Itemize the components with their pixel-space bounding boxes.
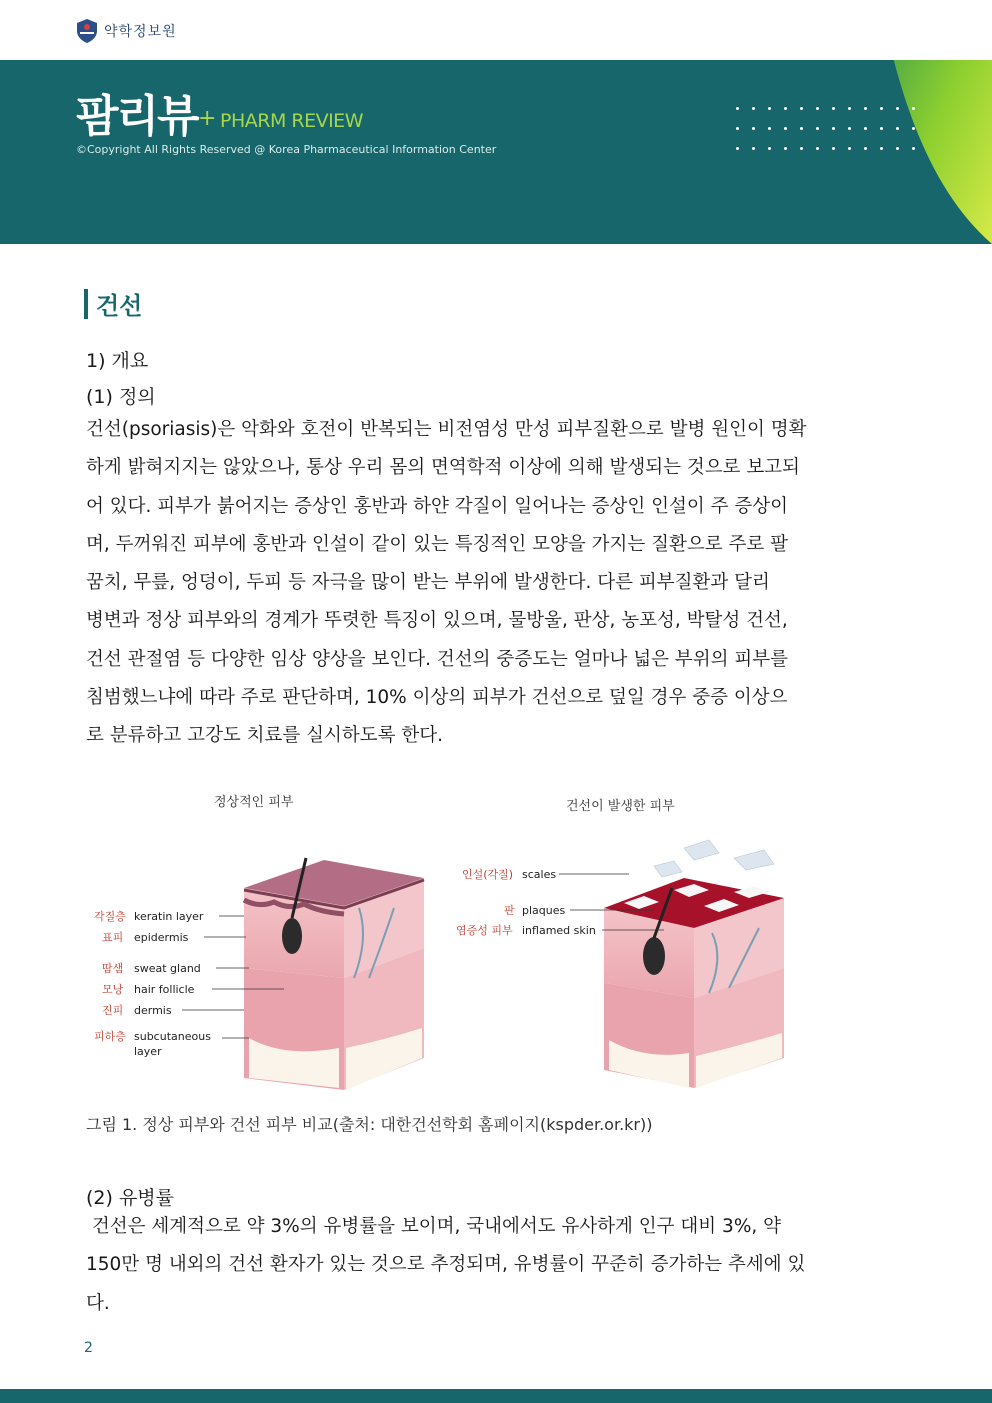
paragraph-line: 하게 밝혀지지는 않았으나, 통상 우리 몸의 면역학적 이상에 의해 발생되는 것으로 보고되: [86, 457, 800, 479]
label-kr: 진피: [102, 1004, 124, 1017]
skin-comparison-figure: [84, 778, 844, 1098]
normal-skin-title: 정상적인 피부: [214, 795, 294, 810]
definition-heading: (1) 정의: [86, 386, 156, 408]
decorative-dot: [880, 127, 883, 130]
prevalence-paragraph: [86, 1208, 908, 1323]
normal-skin-illustration: [244, 858, 424, 1090]
decorative-dot: [816, 127, 819, 130]
decorative-dot: [784, 107, 787, 110]
label-en: epidermis: [134, 931, 189, 944]
label-kr: 피하층: [94, 1030, 126, 1043]
title-plus: +: [198, 106, 217, 131]
decorative-dot: [752, 127, 755, 130]
label-en: subcutaneous: [134, 1030, 211, 1043]
org-name: 약학정보원: [104, 24, 177, 40]
page-number: 2: [84, 1340, 93, 1356]
decorative-dot: [912, 147, 915, 150]
label-en-extra: layer: [134, 1045, 162, 1058]
decorative-dot: [848, 107, 851, 110]
decorative-dot: [896, 127, 899, 130]
paragraph-line: 어 있다. 피부가 붉어지는 증상인 홍반과 하얀 각질이 일어나는 증상인 인설이 주 증상이: [86, 495, 788, 517]
shield-logo-icon: [76, 18, 98, 44]
section-heading: [84, 286, 142, 321]
paragraph-line: 건선(psoriasis)은 악화와 호전이 반복되는 비전염성 만성 피부질환으로 발병 원인이 명확: [86, 419, 807, 440]
decorative-dot: [736, 127, 739, 130]
decorative-dot: [752, 147, 755, 150]
paragraph-line: 병변과 정상 피부와의 경계가 뚜렷한 특징이 있으며, 물방울, 판상, 농포성, 박탈성 건선,: [86, 610, 788, 632]
decorative-dot: [768, 147, 771, 150]
decorative-dot: [768, 107, 771, 110]
label-en: scales: [522, 868, 557, 881]
label-kr: 표피: [102, 931, 124, 944]
label-en: hair follicle: [134, 983, 195, 996]
decorative-dot: [880, 107, 883, 110]
label-en: sweat gland: [134, 962, 201, 975]
label-en: inflamed skin: [522, 924, 596, 937]
decorative-dot: [832, 147, 835, 150]
decorative-dot: [848, 127, 851, 130]
paragraph-line: 꿈치, 무릎, 엉덩이, 두피 등 자극을 많이 받는 부위에 발생한다. 다른 피부질환과 달리: [86, 572, 770, 594]
paragraph-line: 건선 관절염 등 다양한 임상 양상을 보인다. 건선의 중증도는 얼마나 넓은 부위의 피부를: [86, 648, 788, 670]
section-accent-bar: [84, 289, 88, 319]
decorative-dot: [736, 147, 739, 150]
label-en: plaques: [522, 904, 566, 917]
footer-bar: [0, 1389, 992, 1403]
decorative-dot: [880, 147, 883, 150]
label-kr: 땀샘: [102, 962, 124, 975]
paragraph-line: 다.: [86, 1292, 110, 1314]
paragraph-line: 로 분류하고 고강도 치료를 실시하도록 한다.: [86, 725, 443, 747]
label-kr: 인설(각질): [462, 868, 514, 881]
org-logo[interactable]: [76, 18, 177, 44]
paragraph-line: 침범했느냐에 따라 주로 판단하며, 10% 이상의 피부가 건선으로 덮일 경우 중증 이상으: [86, 687, 788, 709]
psoriasis-skin-title: 건선이 발생한 피부: [566, 799, 675, 814]
page-subtitle: PHARM REVIEW: [220, 110, 363, 132]
psoriasis-skin-illustration: [604, 840, 784, 1088]
dot-pattern: [736, 107, 936, 157]
decorative-dot: [800, 147, 803, 150]
copyright-notice: ©Copyright All Rights Reserved @ Korea Pharmaceutical Information Center: [76, 143, 497, 156]
label-en: keratin layer: [134, 910, 204, 923]
decorative-dot: [784, 127, 787, 130]
label-en: dermis: [134, 1004, 172, 1017]
overview-heading: 1) 개요: [86, 350, 149, 372]
decorative-dot: [912, 107, 915, 110]
decorative-dot: [816, 107, 819, 110]
figure-caption: 그림 1. 정상 피부와 건선 피부 비교(출처: 대한건선학회 홈페이지(kspder.or.kr)): [86, 1115, 653, 1134]
top-bar: [0, 0, 992, 60]
decorative-dot: [912, 127, 915, 130]
paragraph-line: 150만 명 내외의 건선 환자가 있는 것으로 추정되며, 유병률이 꾸준히 증가하는 추세에 있: [86, 1254, 806, 1276]
decorative-dot: [864, 107, 867, 110]
decorative-dot: [848, 147, 851, 150]
decorative-dot: [832, 107, 835, 110]
decorative-dot: [864, 127, 867, 130]
paragraph-line: 건선은 세계적으로 약 3%의 유병률을 보이며, 국내에서도 유사하게 인구 대비 3%, 약: [86, 1216, 782, 1237]
decorative-dot: [784, 147, 787, 150]
decorative-dot: [768, 127, 771, 130]
decorative-dot: [800, 127, 803, 130]
definition-paragraph: [86, 411, 908, 756]
decorative-dot: [736, 107, 739, 110]
decorative-dot: [800, 107, 803, 110]
paragraph-line: 며, 두꺼워진 피부에 홍반과 인설이 같이 있는 특징적인 모양을 가지는 질환으로 주로 팔: [86, 533, 788, 555]
prevalence-heading: (2) 유병률: [86, 1187, 175, 1209]
decorative-dot: [896, 107, 899, 110]
label-kr: 각질층: [94, 910, 126, 923]
label-kr: 염증성 피부: [456, 924, 513, 937]
section-title: 건선: [96, 292, 143, 320]
decorative-dot: [864, 147, 867, 150]
decorative-dot: [752, 107, 755, 110]
page-title: 팜리뷰: [76, 91, 198, 142]
decorative-dot: [832, 127, 835, 130]
decorative-dot: [816, 147, 819, 150]
decorative-dot: [896, 147, 899, 150]
label-kr: 판: [504, 904, 515, 917]
label-kr: 모낭: [102, 983, 124, 996]
